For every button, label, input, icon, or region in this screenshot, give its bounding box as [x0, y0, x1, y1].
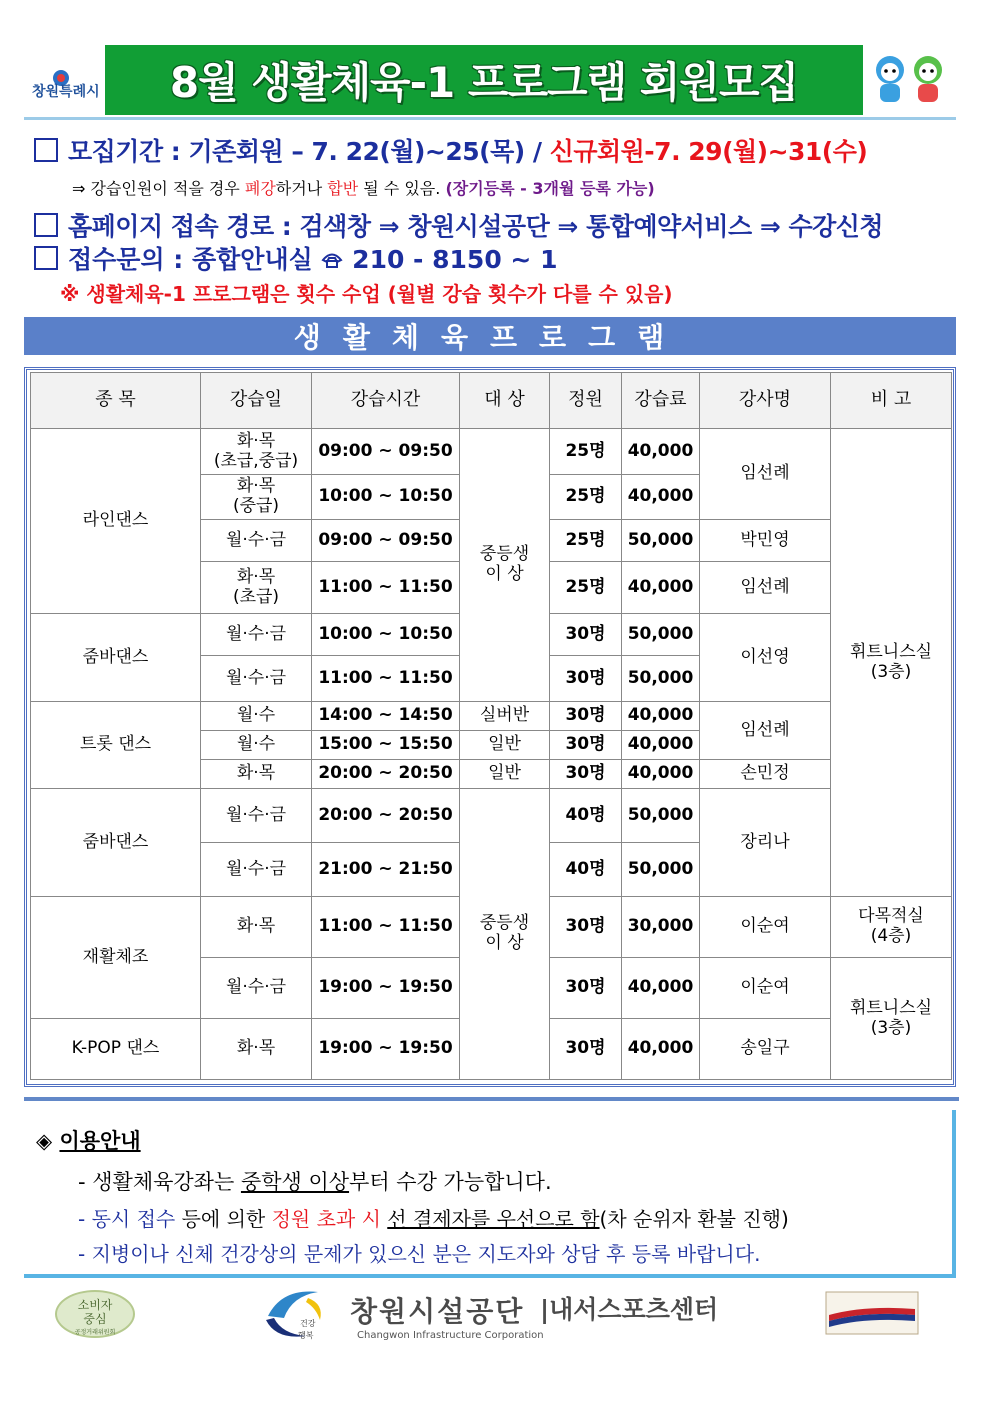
consumer-seal-line1: 소비자	[77, 1298, 113, 1312]
consumer-seal-line2: 중심	[83, 1312, 107, 1326]
contact-info	[34, 240, 557, 276]
cell-capacity: 40명	[550, 789, 622, 843]
notice-line-2c: 정원 초과 시	[271, 1207, 381, 1231]
diamond-icon: ◈	[36, 1129, 60, 1153]
cell-day: 월·수·금	[201, 789, 312, 843]
cell-capacity: 30명	[550, 702, 622, 731]
logo-tagline-1: 건강	[300, 1319, 316, 1328]
center-name: |내서스포츠센터	[540, 1295, 719, 1324]
cell-sport: 줌바댄스	[31, 614, 201, 702]
notice-line-1c: 부터 수강 가능합니다.	[349, 1170, 552, 1194]
cell-fee: 50,000	[622, 843, 700, 897]
cell-time: 11:00 ~ 11:50	[312, 897, 460, 958]
cell-capacity: 30명	[550, 614, 622, 656]
certification-seal-icon	[825, 1291, 919, 1335]
period-existing: 기존회원 – 7. 22(월)~25(목) /	[188, 137, 550, 166]
table-row	[31, 702, 952, 731]
cell-time: 21:00 ~ 21:50	[312, 843, 460, 897]
cell-instructor: 이선영	[700, 614, 831, 702]
notice-line-2	[78, 1203, 789, 1232]
col-header-fee: 강습료	[622, 373, 700, 429]
cell-target: 일반	[460, 731, 550, 760]
checkbox-icon	[34, 213, 58, 237]
notice-line-1b: 중학생 이상	[240, 1170, 350, 1194]
recruit-period	[34, 132, 867, 168]
city-logo-text: 창원특례시	[32, 84, 100, 100]
note-prefix: ⇒ 강습인원이 적을 경우	[72, 179, 245, 198]
cell-day: 화·목 (초급,중급)	[201, 429, 312, 475]
note-long-term: (장기등록 - 3개월 등록 가능)	[445, 179, 655, 198]
note-mid: 하거나	[275, 179, 328, 198]
contact-phone: 210 - 8150 ~ 1	[343, 245, 558, 274]
cell-fee: 40,000	[622, 760, 700, 789]
cell-note: 다목적실 (4층)	[831, 897, 952, 958]
logo-tagline-2: 행복	[298, 1331, 314, 1340]
cell-sport: 줌바댄스	[31, 789, 201, 897]
notice-line-2f: (차 순위자 환불 진행)	[599, 1207, 789, 1231]
phone-icon	[321, 251, 343, 269]
cell-capacity: 25명	[550, 562, 622, 614]
corp-name: 창원시설공단	[350, 1295, 525, 1328]
checkbox-icon	[34, 246, 58, 270]
cell-time: 11:00 ~ 11:50	[312, 656, 460, 702]
cell-fee: 40,000	[622, 958, 700, 1019]
cell-note: 휘트니스실 (3층)	[831, 429, 952, 897]
cell-capacity: 25명	[550, 475, 622, 520]
cell-instructor: 임선례	[700, 429, 831, 520]
note-closed: 폐강	[244, 179, 276, 198]
notice-line-2e: 선 결제자를 우선으로 함	[387, 1207, 600, 1231]
cell-instructor: 이순여	[700, 897, 831, 958]
cell-sport: 라인댄스	[31, 429, 201, 614]
cell-fee: 40,000	[622, 429, 700, 475]
cell-capacity: 40명	[550, 843, 622, 897]
cell-instructor: 임선례	[700, 702, 831, 760]
program-banner: 생활체육프로그램	[24, 317, 956, 355]
homepage-path	[34, 207, 883, 243]
col-header-day: 강습일	[201, 373, 312, 429]
cell-instructor: 박민영	[700, 520, 831, 562]
cell-day: 화·목 (초급)	[201, 562, 312, 614]
cell-day: 화·목	[201, 760, 312, 789]
notice-line-1	[78, 1166, 552, 1196]
cell-time: 14:00 ~ 14:50	[312, 702, 460, 731]
cell-instructor: 송일구	[700, 1019, 831, 1080]
cell-fee: 40,000	[622, 475, 700, 520]
cell-fee: 50,000	[622, 520, 700, 562]
cell-time: 15:00 ~ 15:50	[312, 731, 460, 760]
cell-capacity: 30명	[550, 731, 622, 760]
cell-capacity: 25명	[550, 520, 622, 562]
col-header-sport: 종 목	[31, 373, 201, 429]
cell-fee: 40,000	[622, 562, 700, 614]
cell-fee: 50,000	[622, 614, 700, 656]
period-label: 모집기간 :	[68, 137, 189, 166]
notice-line-2a: - 동시 접수	[78, 1207, 176, 1231]
cell-fee: 40,000	[622, 731, 700, 760]
cell-day: 월·수·금	[201, 656, 312, 702]
cell-time: 19:00 ~ 19:50	[312, 958, 460, 1019]
cell-fee: 40,000	[622, 1019, 700, 1080]
note-suffix: 될 수 있음.	[358, 179, 446, 198]
cell-fee: 30,000	[622, 897, 700, 958]
cell-time: 20:00 ~ 20:50	[312, 789, 460, 843]
cell-time: 09:00 ~ 09:50	[312, 429, 460, 475]
cell-instructor: 임선례	[700, 562, 831, 614]
notice-heading	[36, 1125, 141, 1155]
notice-line-3: - 지병이나 신체 건강상의 문제가 있으신 분은 지도자와 상담 후 등록 바랍니다.	[78, 1242, 761, 1266]
cell-capacity: 30명	[550, 760, 622, 789]
cell-time: 11:00 ~ 11:50	[312, 562, 460, 614]
warning-note: ※ 생활체육-1 프로그램은 횟수 수업 (월별 강습 횟수가 다를 수 있음)	[60, 282, 673, 306]
contact-label: 접수문의 : 종합안내실	[68, 245, 322, 274]
cell-time: 19:00 ~ 19:50	[312, 1019, 460, 1080]
cell-fee: 40,000	[622, 702, 700, 731]
cell-sport: 재활체조	[31, 897, 201, 1019]
cell-instructor: 이순여	[700, 958, 831, 1019]
header-divider	[24, 117, 956, 120]
period-new: 신규회원-7. 29(월)~31(수)	[549, 137, 868, 166]
cell-time: 09:00 ~ 09:50	[312, 520, 460, 562]
notice-line-2b: 등에 의한	[175, 1207, 272, 1231]
cell-target: 실버반	[460, 702, 550, 731]
class-note	[72, 176, 655, 199]
col-header-instructor: 강사명	[700, 373, 831, 429]
col-header-target: 대 상	[460, 373, 550, 429]
corp-english-name: Changwon Infrastructure Corporation	[357, 1330, 544, 1341]
cell-day: 화·목 (중급)	[201, 475, 312, 520]
cell-day: 월·수·금	[201, 958, 312, 1019]
cell-capacity: 25명	[550, 429, 622, 475]
cell-instructor: 손민정	[700, 760, 831, 789]
cell-sport: 트롯 댄스	[31, 702, 201, 789]
cell-sport: K-POP 댄스	[31, 1019, 201, 1080]
cell-day: 월·수	[201, 702, 312, 731]
cell-instructor: 장리나	[700, 789, 831, 897]
cell-time: 10:00 ~ 10:50	[312, 475, 460, 520]
cell-day: 월·수	[201, 731, 312, 760]
mascot-icon	[870, 50, 952, 108]
cell-target: 중등생 이 상	[460, 429, 550, 702]
cell-fee: 50,000	[622, 789, 700, 843]
table-header-row	[31, 373, 952, 429]
corp-logo-icon	[262, 1286, 342, 1344]
consumer-seal-logo	[55, 1290, 135, 1338]
note-merged: 합반	[327, 179, 359, 198]
cell-capacity: 30명	[550, 1019, 622, 1080]
cell-target: 일반	[460, 760, 550, 789]
cell-note: 휘트니스실 (3층)	[831, 958, 952, 1080]
table-row	[31, 789, 952, 843]
cell-day: 월·수·금	[201, 843, 312, 897]
city-logo	[30, 56, 100, 102]
cell-fee: 50,000	[622, 656, 700, 702]
notice-line-1a: - 생활체육강좌는	[78, 1170, 241, 1194]
consumer-seal-small: 공정거래위원회	[74, 1329, 116, 1336]
col-header-note: 비 고	[831, 373, 952, 429]
cell-day: 화·목	[201, 1019, 312, 1080]
cell-capacity: 30명	[550, 958, 622, 1019]
title-banner	[105, 45, 863, 115]
cell-day: 월·수·금	[201, 614, 312, 656]
cell-capacity: 30명	[550, 897, 622, 958]
notice-heading-text: 이용안내	[59, 1129, 141, 1153]
table-row	[31, 429, 952, 475]
col-header-time: 강습시간	[312, 373, 460, 429]
checkbox-icon	[34, 138, 58, 162]
cell-capacity: 30명	[550, 656, 622, 702]
cell-time: 20:00 ~ 20:50	[312, 760, 460, 789]
program-table	[30, 372, 952, 1080]
cell-time: 10:00 ~ 10:50	[312, 614, 460, 656]
cell-day: 월·수·금	[201, 520, 312, 562]
cell-target: 중등생 이 상	[460, 789, 550, 1080]
section-divider	[24, 1097, 959, 1101]
page-title: 8월 생활체육-1 프로그램 회원모집	[169, 58, 799, 107]
cell-day: 화·목	[201, 897, 312, 958]
homepage-path-text: 홈페이지 접속 경로 : 검색창 ⇒ 창원시설공단 ⇒ 통합예약서비스 ⇒ 수강신청	[68, 212, 884, 241]
col-header-capacity: 정원	[550, 373, 622, 429]
